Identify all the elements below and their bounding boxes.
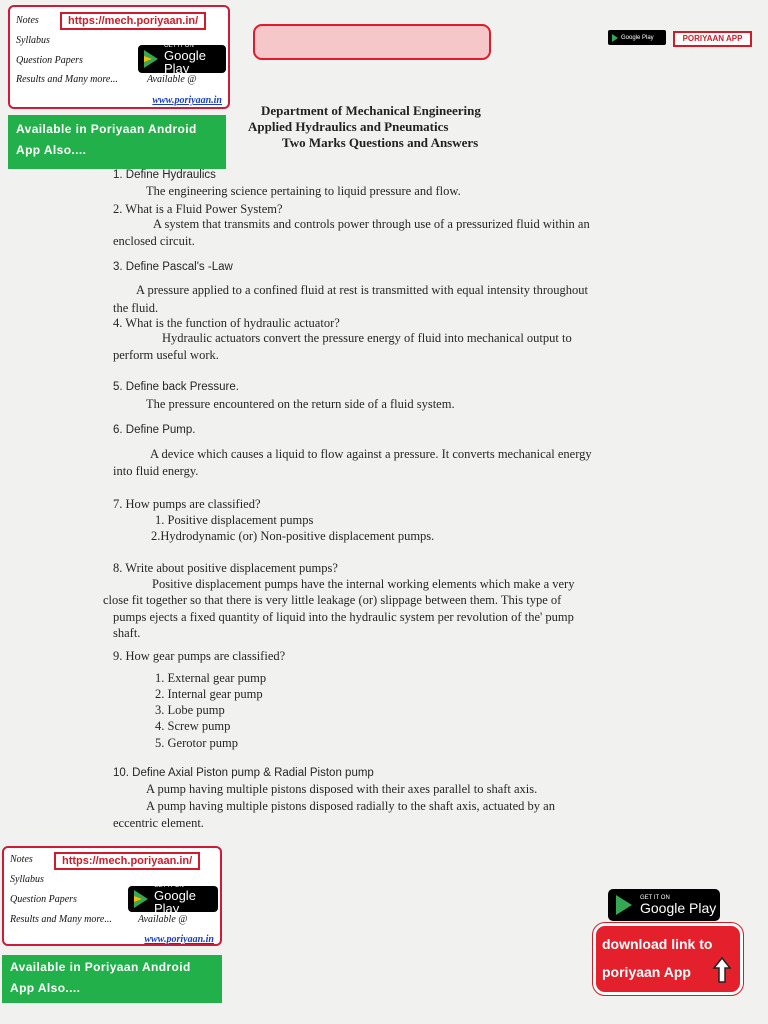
question-line: 10. Define Axial Piston pump & Radial Piston pump bbox=[113, 767, 374, 779]
question-line: 8. Write about positive displacement pumps? bbox=[113, 561, 338, 575]
promo-site-link[interactable]: www.poriyaan.in bbox=[144, 934, 214, 945]
question-line: 6. Define Pump. bbox=[113, 424, 196, 436]
answer-line: A system that transmits and controls power through use of a pressurized fluid within an bbox=[153, 217, 590, 231]
promo-site-link[interactable]: www.poriyaan.in bbox=[152, 95, 222, 106]
gp-small-text: GET IT ON bbox=[164, 43, 194, 49]
title-heading: Two Marks Questions and Answers bbox=[282, 135, 479, 150]
pink-highlight-box bbox=[253, 24, 491, 60]
play-store-icon bbox=[616, 895, 632, 915]
answer-line: 3. Lobe pump bbox=[155, 703, 225, 717]
small-gp-text: Google Play bbox=[621, 34, 654, 41]
promo-syllabus: Syllabus bbox=[16, 35, 50, 46]
question-line: 7. How pumps are classified? bbox=[113, 497, 261, 511]
answer-line: enclosed circuit. bbox=[113, 234, 195, 248]
answer-line: A pump having multiple pistons disposed with their axes parallel to shaft axis. bbox=[146, 782, 538, 796]
promo-box-top bbox=[8, 5, 230, 109]
promo-notes: Notes bbox=[10, 854, 33, 865]
answer-line: A pump having multiple pistons disposed radially to the shaft axis, actuated by an bbox=[146, 799, 555, 813]
banner-line1: Available in Poriyaan Android bbox=[16, 122, 197, 136]
gp-big-text: Google Play bbox=[640, 900, 717, 916]
promo-url-link[interactable]: https://mech.poriyaan.in/ bbox=[54, 852, 200, 870]
gp-big-text: Google Play bbox=[154, 888, 196, 916]
banner-line1: Available in Poriyaan Android bbox=[10, 960, 191, 974]
dept-heading: Department of Mechanical Engineering bbox=[261, 103, 481, 118]
answer-line: A device which causes a liquid to flow against a pressure. It converts mechanical energy bbox=[150, 447, 592, 461]
answer-line: the fluid. bbox=[113, 301, 159, 315]
play-store-icon bbox=[612, 34, 618, 42]
answer-line: Positive displacement pumps have the internal working elements which make a very bbox=[152, 577, 575, 591]
question-line: 4. What is the function of hydraulic actuator? bbox=[113, 316, 340, 330]
answer-line: 5. Gerotor pump bbox=[155, 736, 238, 750]
answer-line: close fit together so that there is very little leakage (or) slippage between them. This type of bbox=[103, 593, 562, 607]
green-banner-top[interactable] bbox=[8, 115, 226, 169]
promo-url-link[interactable]: https://mech.poriyaan.in/ bbox=[60, 12, 206, 30]
promo-notes: Notes bbox=[16, 15, 39, 26]
promo-results: Results and Many more... bbox=[16, 74, 118, 85]
play-store-icon bbox=[144, 50, 158, 68]
gp-small-text: GET IT ON bbox=[154, 883, 184, 889]
answer-line: 4. Screw pump bbox=[155, 719, 231, 733]
poriyaan-app-badge[interactable]: PORIYAAN APP bbox=[673, 31, 752, 47]
answer-line: shaft. bbox=[113, 626, 141, 640]
promo-box-bottom bbox=[2, 846, 222, 946]
green-banner-bottom[interactable] bbox=[2, 955, 222, 1003]
banner-line2: App Also.... bbox=[16, 143, 87, 157]
question-line: 5. Define back Pressure. bbox=[113, 381, 239, 393]
google-play-small-badge[interactable] bbox=[608, 30, 666, 45]
answer-line: A pressure applied to a confined fluid at rest is transmitted with equal intensity throughout bbox=[136, 283, 588, 297]
answer-line: 2.Hydrodynamic (or) Non-positive displacement pumps. bbox=[151, 529, 435, 543]
answer-line: 1. Positive displacement pumps bbox=[155, 513, 314, 527]
answer-line: 2. Internal gear pump bbox=[155, 687, 263, 701]
google-play-button[interactable] bbox=[128, 883, 218, 916]
download-line1: download link to bbox=[602, 936, 713, 952]
question-line: 3. Define Pascal's -Law bbox=[113, 261, 233, 273]
google-play-button[interactable] bbox=[138, 43, 226, 76]
gp-small-text: GET IT ON bbox=[640, 895, 670, 901]
answer-line: Hydraulic actuators convert the pressure energy of fluid into mechanical output to bbox=[162, 331, 572, 345]
gp-big-text: Google Play bbox=[164, 48, 206, 76]
question-line: 1. Define Hydraulics bbox=[113, 169, 216, 181]
download-link-button[interactable] bbox=[593, 923, 743, 995]
play-store-icon bbox=[134, 890, 148, 908]
subject-heading: Applied Hydraulics and Pneumatics bbox=[248, 119, 449, 134]
download-line2: poriyaan App bbox=[602, 964, 691, 980]
answer-line: perform useful work. bbox=[113, 348, 219, 362]
answer-line: eccentric element. bbox=[113, 816, 204, 830]
question-line: 2. What is a Fluid Power System? bbox=[113, 202, 283, 216]
answer-line: into fluid energy. bbox=[113, 464, 199, 478]
google-play-download-badge[interactable] bbox=[608, 889, 720, 921]
question-line: 9. How gear pumps are classified? bbox=[113, 649, 286, 663]
promo-available: Available @ bbox=[138, 914, 188, 925]
arrow-up-icon bbox=[712, 956, 732, 984]
banner-line2: App Also.... bbox=[10, 981, 81, 995]
answer-line: 1. External gear pump bbox=[155, 671, 267, 685]
answer-line: The engineering science pertaining to liquid pressure and flow. bbox=[146, 184, 461, 198]
promo-available: Available @ bbox=[147, 74, 197, 85]
promo-question-papers: Question Papers bbox=[10, 894, 77, 905]
promo-syllabus: Syllabus bbox=[10, 874, 44, 885]
promo-results: Results and Many more... bbox=[10, 914, 112, 925]
answer-line: pumps ejects a fixed quantity of liquid into the hydraulic system per revolution of the' pump bbox=[113, 610, 574, 624]
answer-line: The pressure encountered on the return side of a fluid system. bbox=[146, 397, 455, 411]
promo-question-papers: Question Papers bbox=[16, 55, 83, 66]
